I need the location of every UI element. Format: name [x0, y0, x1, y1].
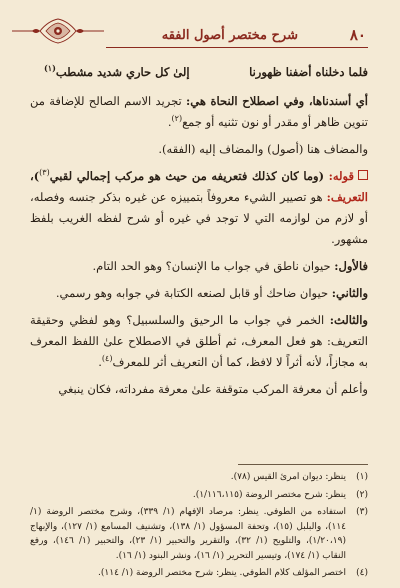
paragraph-idafa-definition: [30, 91, 368, 133]
footnote-ref: (٤): [101, 354, 113, 364]
term-label: فالأول:: [334, 259, 368, 273]
paragraph-quote-tarif: [30, 166, 368, 250]
poetry-verse: [30, 62, 368, 83]
punctuation: .: [167, 115, 172, 129]
verse-second-hemistich: [30, 62, 190, 83]
footnote-ref: (٢): [171, 114, 183, 124]
header-rule: [106, 47, 368, 48]
verse-first-hemistich: فلما دخلناه أضفنا ظهورنا: [249, 65, 368, 79]
paragraph-text: تجريد الاسم الصالح للإضافة من تنوين ظاهر أو مقدر أو نون تثنيه أو جمع: [30, 94, 368, 129]
punctuation: .: [98, 355, 102, 369]
paragraph-second: [30, 283, 368, 304]
paragraph-text: والمضاف هنا (أصول) والمضاف إليه (الفقه).: [158, 142, 368, 156]
footnote-item: [30, 488, 368, 503]
footnote-item: [30, 505, 368, 563]
paragraph-text: الخمر في جواب ما الرحيق والسلسبيل؟ وهو لفظي وحقيقة التعريف: هو فعل المعرف، ثم أطلق في الاصطلاح علىٰ اللفظ المعرف به مجازاً، لأنه أثراً لا لافظ، كما أن التعريف أثر للمعرف: [30, 313, 368, 369]
paragraph-text: وأعلم أن معرفة المركب متوقفة علىٰ معرفة مفرداته، فكان ينبغي: [58, 382, 368, 396]
floral-ornament-icon: [10, 16, 106, 46]
page-header: [0, 0, 400, 56]
term-label: والثاني:: [331, 286, 368, 300]
footnote-number: (٣): [356, 507, 368, 517]
paragraph-text: حيوان ضاحك أو قابل لصنعه الكتابة في جوابه وهو رسمي.: [55, 286, 332, 300]
term-label: والثالث:: [329, 313, 368, 327]
footnote-text: استفاده من الطوفي. ينظر: مرصاد الإفهام (١/ ٣٣٩)، وشرح مختصر الروضة (١/ ١١٤)، والبلبل (١٥)، وتحفة المسؤول (١/ ١٣٨)، وتشنيف المسامع (١/ ١٢٧)، والإبهاج (١/٢٠،١٩)، والتلويح (١/ ٣٢)، والتقرير والتحبير (١/ ٢٣)، والتحبير (١/ ١٤٦)، ورفع النقاب (١/ ١٧٤)، وتيسير التحرير (١/ ١٦)، ونشر البنود (١/ ١٦).: [30, 507, 347, 561]
page-number: ٨٠: [349, 26, 366, 44]
paragraph-first: [30, 256, 368, 277]
paragraph-text: حيوان ناطق في جواب ما الإنسان؟ وهو الحد التام.: [92, 259, 335, 273]
footnote-text: ينظر: شرح مختصر الروضة (١/١١٦،١١٥).: [192, 489, 346, 500]
footnote-text: اختصر المؤلف كلام الطوفي. ينظر: شرح مختصر الروضة (١/ ١١٤).: [98, 568, 346, 578]
paragraph-mudaf: [30, 139, 368, 160]
footnote-item: [30, 470, 368, 485]
footnote-text: ينظر: ديوان امرئ القيس (٧٨).: [230, 472, 346, 482]
footnote-number: (٤): [356, 568, 368, 578]
quote-label: قوله:: [328, 169, 354, 183]
verse-second-text: إلىٰ كل حاري شديد مشطب: [55, 65, 190, 79]
square-marker-icon: [358, 170, 368, 180]
paragraph-third: [30, 310, 368, 373]
footnote-item: [30, 566, 368, 581]
paragraph-text: هو تصيير الشيء معروفاً بتمييزه عن غيره بذكر جنسه وفصله، أو لازم من لوازمه التي لا توجد في غيره أو شرح لفظه الغريب بلفظ مشهور.: [30, 190, 368, 246]
footnote-ref: (١): [44, 63, 56, 74]
footnotes: [30, 470, 368, 584]
page-body: [30, 62, 368, 406]
footnote-number: (١): [356, 472, 368, 482]
paragraph-conclusion: [30, 379, 368, 400]
footnote-number: (٢): [356, 489, 368, 500]
quote-close: )،: [30, 169, 40, 183]
footnote-ref: (٣): [39, 168, 50, 178]
quoted-matn: (وما كان كذلك فتعريفه من حيث هو مركب إجمالي لقبي: [49, 169, 329, 183]
running-title: شرح مختصر أصول الفقه: [161, 28, 298, 43]
term-label: التعريف:: [326, 190, 368, 204]
term-label: أي أسندناها، وفي اصطلاح النحاة هي:: [185, 94, 368, 108]
footnote-separator: [238, 464, 368, 465]
